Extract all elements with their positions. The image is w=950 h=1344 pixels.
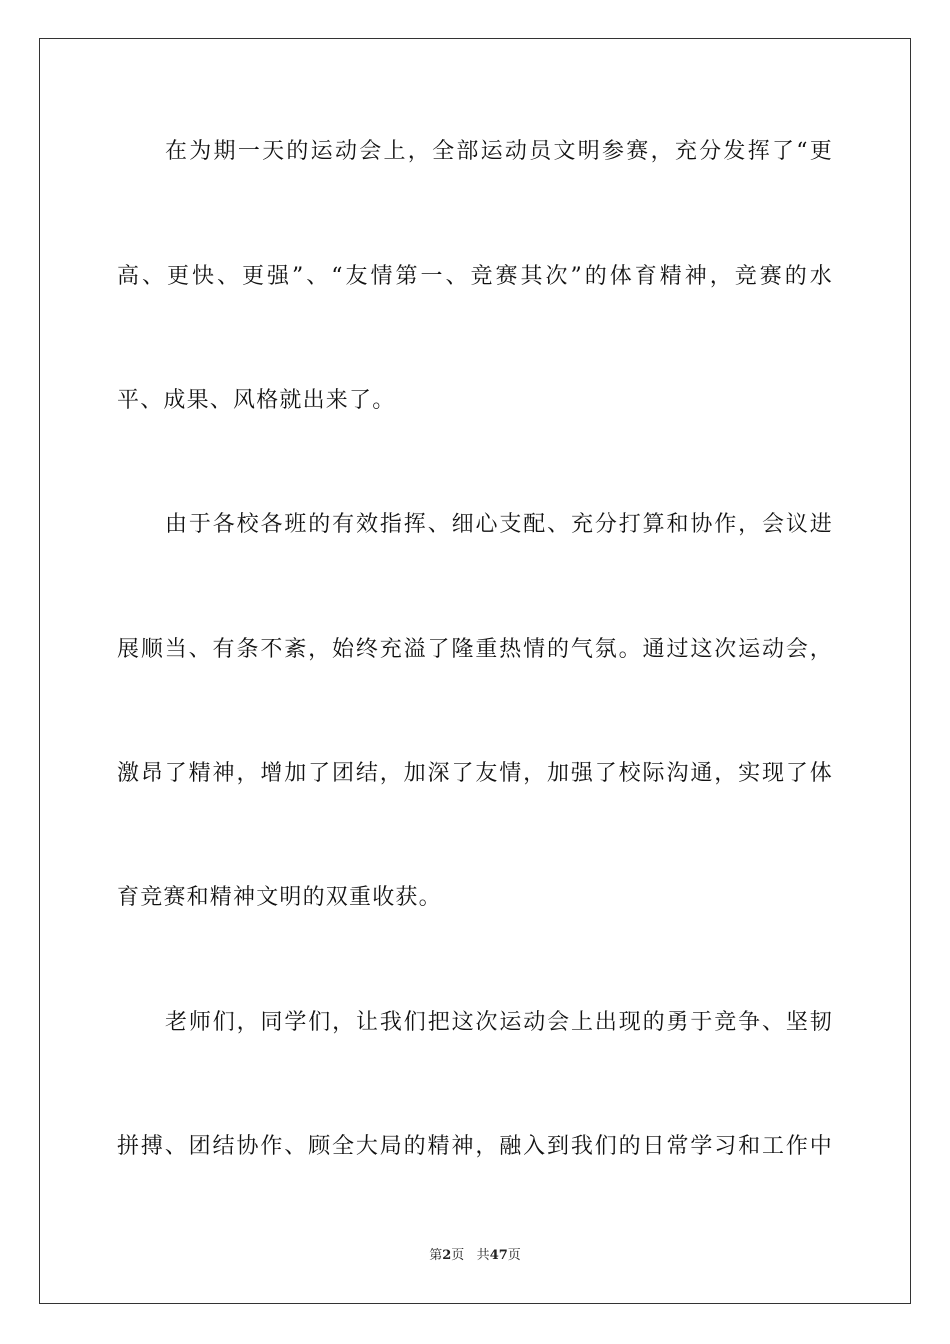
footer-page-prefix: 第 <box>429 1248 443 1263</box>
paragraph-1-line-1: 在为期一天的运动会上，全部运动员文明参赛，充分发挥了“更 <box>165 139 833 164</box>
page-border <box>39 38 911 1304</box>
paragraph-2-line-1: 由于各校各班的有效指挥、细心支配、充分打算和协作，会议进 <box>165 512 833 537</box>
footer-total-pages: 47 <box>489 1248 508 1263</box>
paragraph-3-line-2: 拼搏、团结协作、顾全大局的精神，融入到我们的日常学习和工作中 <box>117 1134 833 1159</box>
footer-page-number: 2 <box>442 1248 452 1263</box>
footer-page-suffix: 页 <box>451 1248 465 1263</box>
paragraph-1-line-2: 高、更快、更强”、“友情第一、竞赛其次”的体育精神，竞赛的水 <box>117 264 833 289</box>
paragraph-3-line-1: 老师们，同学们，让我们把这次运动会上出现的勇于竞争、坚韧 <box>165 1010 833 1035</box>
paragraph-2-line-4: 育竞赛和精神文明的双重收获。 <box>117 885 442 910</box>
page-footer <box>0 1247 950 1265</box>
paragraph-1-line-3: 平、成果、风格就出来了。 <box>117 388 396 413</box>
footer-total-suffix: 页 <box>507 1248 521 1263</box>
paragraph-2-line-2: 展顺当、有条不紊，始终充溢了隆重热情的气氛。通过这次运动会， <box>117 637 833 662</box>
footer-total-prefix: 共 <box>476 1248 490 1263</box>
paragraph-2-line-3: 激昂了精神，增加了团结，加深了友情，加强了校际沟通，实现了体 <box>117 761 833 786</box>
